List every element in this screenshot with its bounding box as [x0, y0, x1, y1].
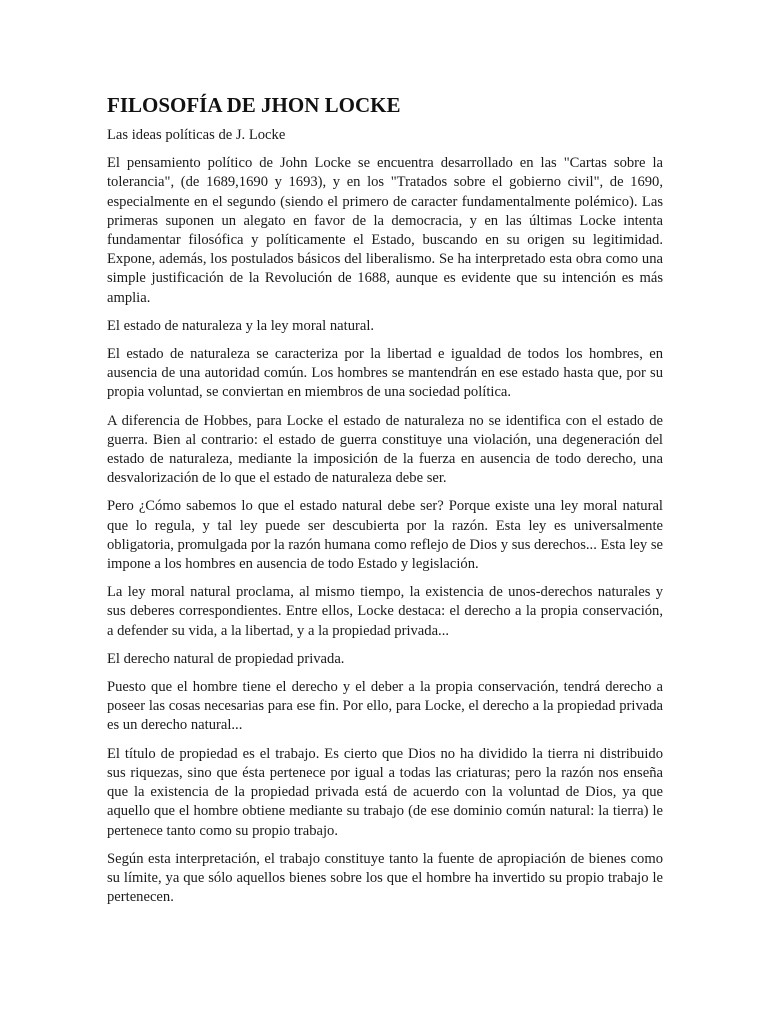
paragraph: A diferencia de Hobbes, para Locke el estado de naturaleza no se identifica con el estado de guerra. Bien al contrario: el estado de guerra constituye una violación, una degeneración del estado de naturaleza, mediante la imposición de la fuerza en ausencia de todo derecho, una desvalorización de lo que el estado de naturaleza debe ser.	[107, 412, 663, 487]
paragraph: La ley moral natural proclama, al mismo tiempo, la existencia de unos-derechos naturales y sus deberes correspondientes. Entre ellos, Locke destaca: el derecho a la propia conservación, a defender su vida, a la libertad, y a la propiedad privada...	[107, 584, 663, 639]
paragraph: El estado de naturaleza se caracteriza por la libertad e igualdad de todos los hombres, en ausencia de una autoridad común. Los hombres se mantendrán en ese estado hasta que, por su propia voluntad, se conviertan en miembros de una sociedad política.	[107, 346, 663, 401]
paragraph: El pensamiento político de John Locke se encuentra desarrollado en las "Cartas sobre la tolerancia", (de 1689,1690 y 1693), y en los "Tratados sobre el gobierno civil", de 1690, especialmente en el segundo (siendo el primero de caracter fundamentalmente polémico). Las primeras suponen un alegato en favor de la democracia, y en las últimas Locke intenta fundamentar filosófica y políticamente el Estado, buscando en su origen su legitimidad. Expone, además, los postulados básicos del liberalismo. Se ha interpretado esta obra como una simple justificación de la Revolución de 1688, aunque es evidente que su intención es más amplia.	[107, 155, 663, 306]
section-heading: El derecho natural de propiedad privada.	[107, 650, 345, 667]
paragraph-subtitle: Las ideas políticas de J. Locke	[107, 127, 286, 143]
paragraph: El título de propiedad es el trabajo. Es cierto que Dios no ha dividido la tierra ni distribuido sus riquezas, sino que ésta pertenece por igual a todas las criaturas; pero la razón nos enseña que la existencia de la propiedad privada está de acuerdo con la voluntad de Dios, ya que aquello que el hombre obtiene mediante su trabajo (de ese dominio común natural: la tierra) le pertenece tanto como su propio trabajo.	[107, 745, 663, 839]
paragraph: Pero ¿Cómo sabemos lo que el estado natural debe ser? Porque existe una ley moral natural que lo regula, y tal ley puede ser descubierta por la razón. Esta ley es universalmente obligatoria, promulgada por la razón humana como reflejo de Dios y sus derechos... Esta ley se impone a los hombres en ausencia de todo Estado y legislación.	[107, 498, 663, 573]
paragraph: Según esta interpretación, el trabajo constituye tanto la fuente de apropiación de bienes como su límite, ya que sólo aquellos bienes sobre los que el hombre ha invertido su propio trabajo le pertenecen.	[107, 850, 663, 906]
paragraph: Puesto que el hombre tiene el derecho y el deber a la propia conservación, tendrá derecho a poseer las cosas necesarias para ese fin. Por ello, para Locke, el derecho a la propiedad privada es un derecho natural...	[107, 679, 663, 734]
document-title: FILOSOFÍA DE JHON LOCKE	[107, 93, 401, 117]
document-page	[107, 92, 663, 916]
section-heading: El estado de naturaleza y la ley moral natural.	[107, 317, 375, 334]
